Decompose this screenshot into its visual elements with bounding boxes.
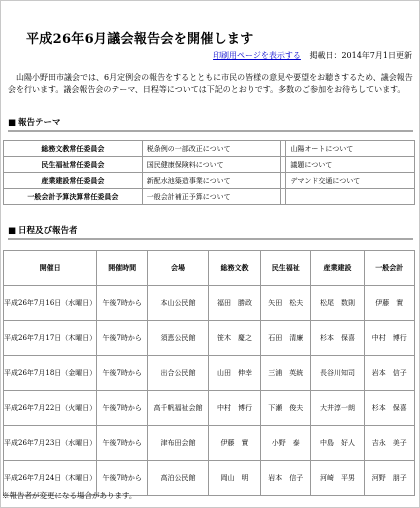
schedule-row: [4, 321, 415, 356]
schedule-row: [4, 426, 415, 461]
schedule-heading-text: 日程及び報告者: [18, 226, 78, 236]
schedule-cell: 平成26年7月23日（水曜日）: [4, 426, 97, 461]
schedule-cell: 中島 好人: [311, 426, 364, 461]
schedule-cell: 出合公民館: [148, 356, 209, 391]
schedule-table: [3, 250, 415, 496]
square-bullet-icon: ■: [8, 226, 17, 236]
topic-row: [4, 189, 415, 205]
schedule-row: [4, 356, 415, 391]
schedule-cell: 河野 朋子: [364, 461, 414, 496]
topics-heading: [8, 116, 413, 132]
intro-text: [8, 72, 414, 96]
schedule-cell: 中村 博行: [208, 391, 260, 426]
print-page-link[interactable]: 印刷用ページを表示する: [213, 51, 301, 60]
schedule-cell: 高泊公民館: [148, 461, 209, 496]
page-title: 平成26年6月議会報告会を開催します: [26, 32, 254, 47]
schedule-cell: 午後7時から: [97, 461, 148, 496]
posted-date: 2014年7月1日更新: [341, 51, 412, 60]
schedule-column-header: 民生福祉: [261, 251, 311, 286]
schedule-cell: 本山公民館: [148, 286, 209, 321]
topic-cell: 一般会計補正予算について: [142, 189, 281, 205]
schedule-cell: 矢田 松夫: [261, 286, 311, 321]
schedule-column-header: 総務文教: [208, 251, 260, 286]
topic-cell: 山陽オートについて: [286, 141, 415, 157]
schedule-cell: 石田 清廉: [261, 321, 311, 356]
topic-cell: 新配水池築造事業について: [142, 173, 281, 189]
schedule-cell: 岩本 信子: [364, 356, 414, 391]
committee-name: 産業建設常任委員会: [4, 173, 143, 189]
print-row: [213, 50, 412, 61]
schedule-cell: 午後7時から: [97, 286, 148, 321]
schedule-cell: 伊藤 實: [208, 426, 260, 461]
schedule-cell: 須恵公民館: [148, 321, 209, 356]
schedule-cell: 小野 泰: [261, 426, 311, 461]
schedule-heading: [8, 224, 413, 240]
schedule-cell: 大井淳一朗: [311, 391, 364, 426]
topic-cell: 税条例の一部改正について: [142, 141, 281, 157]
schedule-cell: 平成26年7月22日（火曜日）: [4, 391, 97, 426]
schedule-cell: 松尾 数則: [311, 286, 364, 321]
committee-name: 総務文教常任委員会: [4, 141, 143, 157]
footer-note: ※報告者が変更になる場合があります。: [2, 491, 137, 500]
schedule-cell: 高千帆福祉会館: [148, 391, 209, 426]
schedule-cell: 津布田会館: [148, 426, 209, 461]
schedule-cell: 長谷川知司: [311, 356, 364, 391]
committee-name: 一般会計予算決算常任委員会: [4, 189, 143, 205]
topic-cell: 議題について: [286, 157, 415, 173]
schedule-cell: 平成26年7月18日（金曜日）: [4, 356, 97, 391]
intro-paragraph: 山陽小野田市議会では、6月定例会の報告をするとともに市民の皆様の意見や要望をお聴きするため、議会報告会を行います。議会報告会のテーマ、日程等については下記のとおりです。多数のご参加をお待ちしています。: [8, 73, 413, 94]
schedule-cell: 中村 博行: [364, 321, 414, 356]
schedule-cell: 山田 伸幸: [208, 356, 260, 391]
topic-row: [4, 173, 415, 189]
square-bullet-icon: ■: [8, 118, 17, 128]
posted-label: 掲載日：: [309, 51, 342, 60]
schedule-cell: 笹木 慶之: [208, 321, 260, 356]
committee-name: 民生福祉常任委員会: [4, 157, 143, 173]
schedule-cell: 伊藤 實: [364, 286, 414, 321]
topics-table: [3, 140, 415, 205]
schedule-column-header: 産業建設: [311, 251, 364, 286]
topic-cell: [286, 189, 415, 205]
schedule-column-header: 開催時間: [97, 251, 148, 286]
schedule-cell: 河崎 平男: [311, 461, 364, 496]
schedule-cell: 午後7時から: [97, 321, 148, 356]
schedule-cell: 三浦 英統: [261, 356, 311, 391]
schedule-column-header: 開催日: [4, 251, 97, 286]
schedule-cell: 午後7時から: [97, 426, 148, 461]
schedule-row: [4, 286, 415, 321]
schedule-cell: 岡山 明: [208, 461, 260, 496]
topic-row: [4, 141, 415, 157]
schedule-cell: 平成26年7月24日（木曜日）: [4, 461, 97, 496]
topic-row: [4, 157, 415, 173]
schedule-cell: 吉永 美子: [364, 426, 414, 461]
topic-cell: 国民健康保険料について: [142, 157, 281, 173]
schedule-column-header: 会場: [148, 251, 209, 286]
topic-cell: デマンド交通について: [286, 173, 415, 189]
schedule-column-header: 一般会計: [364, 251, 414, 286]
topics-heading-text: 報告テーマ: [18, 118, 61, 128]
schedule-cell: 杉本 保喜: [311, 321, 364, 356]
schedule-cell: 午後7時から: [97, 356, 148, 391]
schedule-cell: 平成26年7月16日（水曜日）: [4, 286, 97, 321]
schedule-cell: 午後7時から: [97, 391, 148, 426]
schedule-cell: 福田 勝政: [208, 286, 260, 321]
schedule-row: [4, 391, 415, 426]
schedule-cell: 平成26年7月17日（木曜日）: [4, 321, 97, 356]
schedule-cell: 岩本 信子: [261, 461, 311, 496]
schedule-cell: 杉本 保喜: [364, 391, 414, 426]
schedule-cell: 下瀬 俊夫: [261, 391, 311, 426]
